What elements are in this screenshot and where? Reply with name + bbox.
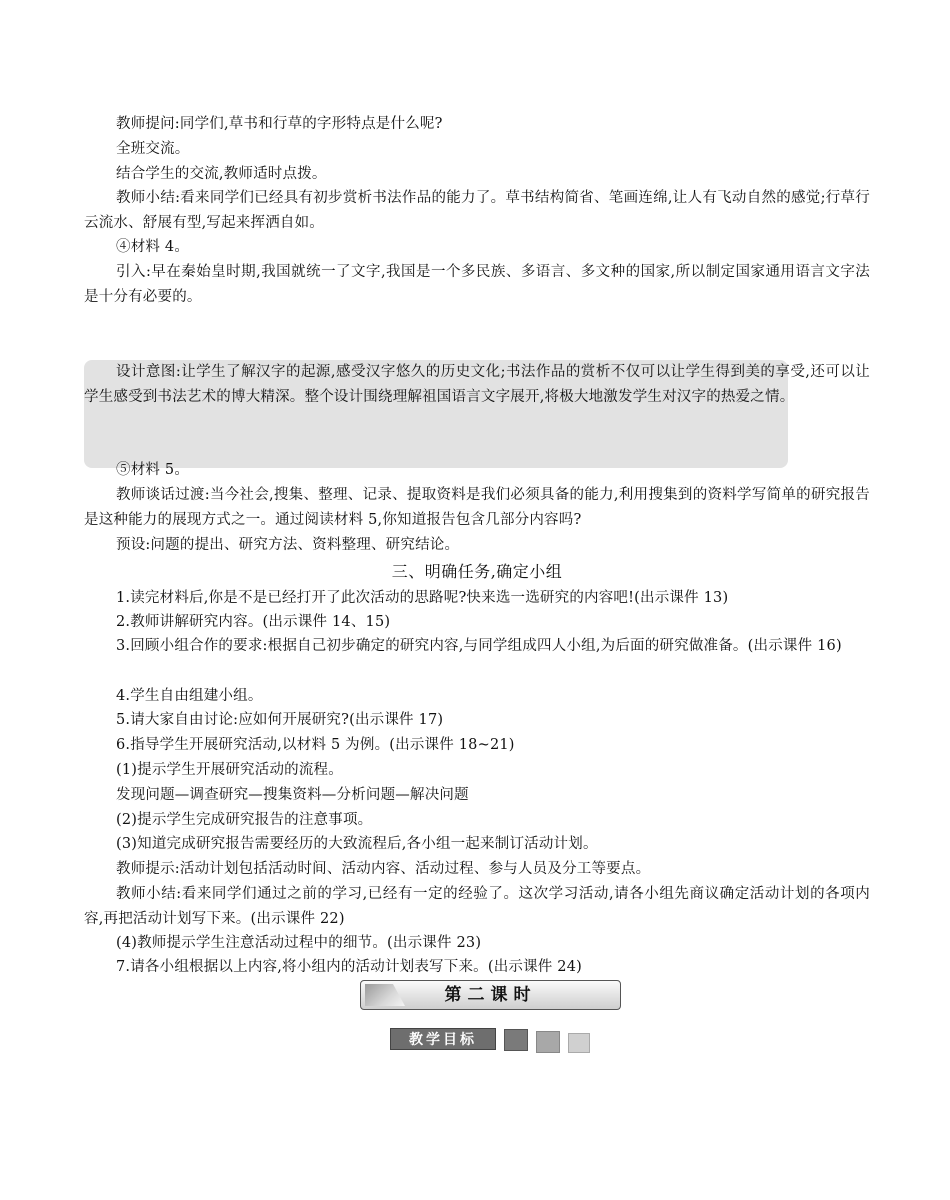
paragraph: 结合学生的交流,教师适时点拨。 bbox=[116, 166, 327, 182]
paragraph: 教师提问:同学们,草书和行草的字形特点是什么呢? bbox=[116, 116, 443, 132]
list-item: 1.读完材料后,你是不是已经打开了此次活动的思路呢?快来选一选研究的内容吧!(出示课件 13) bbox=[116, 590, 729, 606]
paragraph: 教师谈话过渡:当今社会,搜集、整理、记录、提取资料是我们必须具备的能力,利用搜集到的资料学写简单的研究报告是这种能力的展现方式之一。通过阅读材料 5,你知道报告包含几部分内容吗? bbox=[84, 487, 870, 528]
paragraph: 全班交流。 bbox=[116, 141, 190, 157]
list-item: 5.请大家自由讨论:应如何开展研究?(出示课件 17) bbox=[116, 712, 444, 728]
list-item: (4)教师提示学生注意活动过程中的细节。(出示课件 23) bbox=[116, 935, 482, 951]
list-item: 4.学生自由组建小组。 bbox=[116, 688, 263, 704]
decorative-square-icon bbox=[568, 1033, 590, 1053]
lesson-banner bbox=[360, 980, 621, 1010]
list-item: 7.请各小组根据以上内容,将小组内的活动计划表写下来。(出示课件 24) bbox=[116, 959, 583, 975]
paragraph: ⑤材料 5。 bbox=[116, 462, 190, 478]
lesson-banner-title: 第二课时 bbox=[444, 985, 537, 1005]
design-intent-text: 设计意图:让学生了解汉字的起源,感受汉字悠久的历史文化;书法作品的赏析不仅可以让学生得到美的享受,还可以让学生感受到书法艺术的博大精深。整个设计围绕理解祖国语言文字展开,将极大地激发学生对汉字的热爱之情。 bbox=[84, 364, 870, 405]
paragraph: 教师小结:看来同学们已经具有初步赏析书法作品的能力了。草书结构简省、笔画连绵,让人有飞动自然的感觉;行草行云流水、舒展有型,写起来挥洒自如。 bbox=[84, 190, 870, 231]
decorative-square-icon bbox=[504, 1029, 528, 1051]
paragraph: ④材料 4。 bbox=[116, 239, 190, 255]
list-item: (3)知道完成研究报告需要经历的大致流程后,各小组一起来制订活动计划。 bbox=[116, 836, 598, 852]
flow-steps: 发现问题—调查研究—搜集资料—分析问题—解决问题 bbox=[116, 787, 469, 803]
paragraph: 预设:问题的提出、研究方法、资料整理、研究结论。 bbox=[116, 537, 460, 553]
list-item: 2.教师讲解研究内容。(出示课件 14、15) bbox=[116, 614, 391, 630]
paragraph: 引入:早在秦始皇时期,我国就统一了文字,我国是一个多民族、多语言、多文种的国家,所以制定国家通用语言文字法是十分有必要的。 bbox=[84, 264, 870, 305]
list-item: 教师小结:看来同学们通过之前的学习,已经有一定的经验了。这次学习活动,请各小组先商议确定活动计划的各项内容,再把活动计划写下来。(出示课件 22) bbox=[84, 886, 870, 927]
section-heading: 三、明确任务,确定小组 bbox=[391, 562, 563, 581]
decorative-square-icon bbox=[536, 1031, 560, 1053]
list-item: 6.指导学生开展研究活动,以材料 5 为例。(出示课件 18~21) bbox=[116, 737, 515, 753]
list-item: (2)提示学生完成研究报告的注意事项。 bbox=[116, 812, 373, 828]
list-item: (1)提示学生开展研究活动的流程。 bbox=[116, 762, 343, 778]
list-item: 教师提示:活动计划包括活动时间、活动内容、活动过程、参与人员及分工等要点。 bbox=[116, 861, 651, 877]
list-item: 3.回顾小组合作的要求:根据自己初步确定的研究内容,与同学组成四人小组,为后面的研究做准备。(出示课件 16) bbox=[116, 638, 842, 654]
teaching-goal-label: 教学目标 bbox=[390, 1028, 496, 1050]
